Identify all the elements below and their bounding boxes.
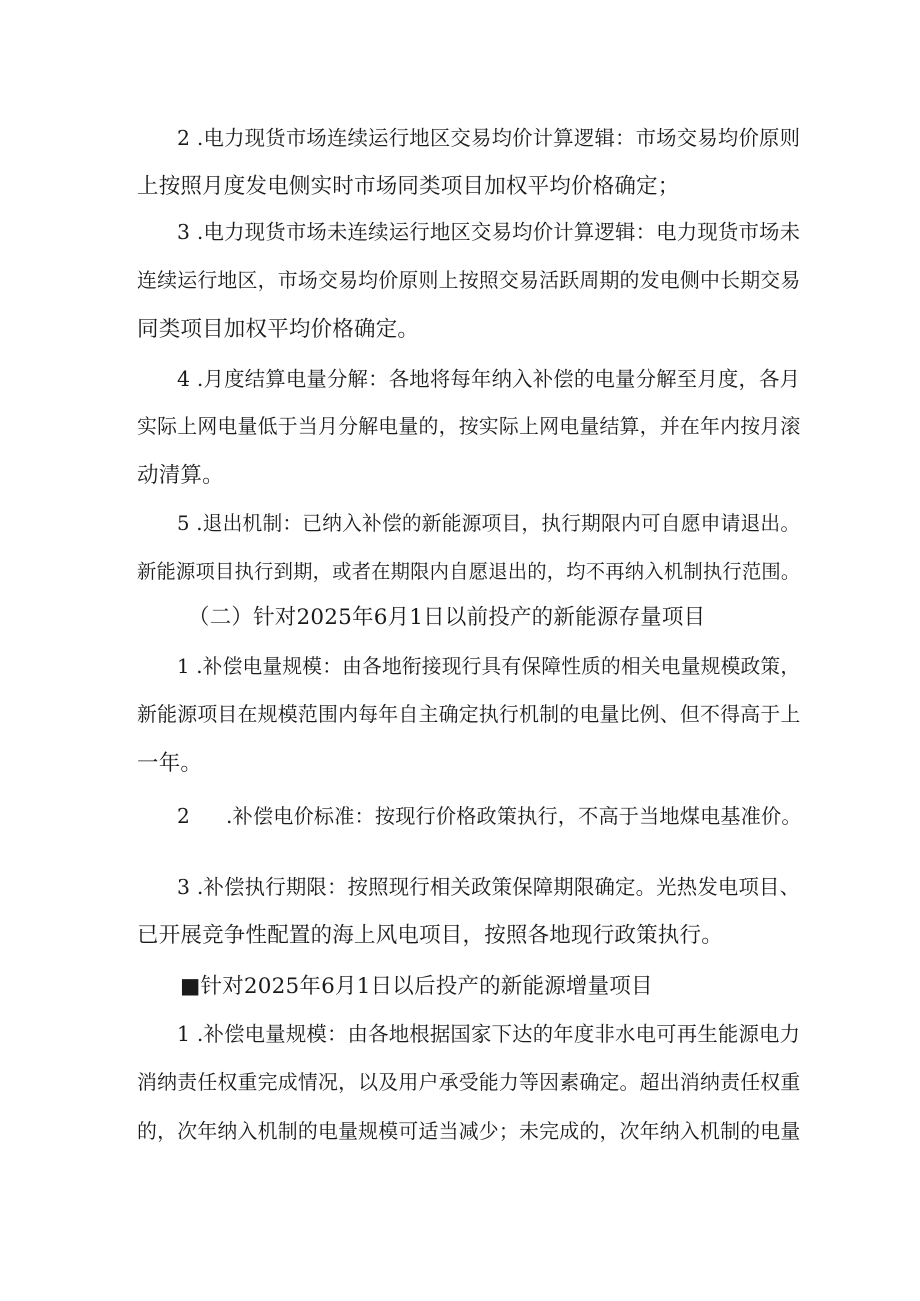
paragraph-line: 3 .补偿执行期限：按照现行相关政策保障期限确定。光热发电项目、: [177, 875, 801, 899]
paragraph-line: 实际上网电量低于当月分解电量的，按实际上网电量结算，并在年内按月滚: [137, 415, 801, 438]
paragraph-line: 一年。: [137, 751, 203, 776]
paragraph-line: 3 .电力现货市场未连续运行地区交易均价计算逻辑：电力现货市场未: [177, 220, 801, 244]
item-number: 2: [177, 804, 191, 828]
paragraph-line: 新能源项目在规模范围内每年自主确定执行机制的电量比例、但不得高于上: [137, 703, 801, 726]
paragraph-line: [177, 801, 802, 831]
paragraph-line: 的，次年纳入机制的电量规模可适当减少；未完成的，次年纳入机制的电量: [137, 1120, 801, 1143]
paragraph-line: 4 .月度结算电量分解：各地将每年纳入补偿的电量分解至月度，各月: [177, 367, 801, 391]
paragraph-line: 已开展竞争性配置的海上风电项目，按照各地现行政策执行。: [137, 923, 723, 948]
section-heading: （二）针对2025年6月1日以前投产的新能源存量项目: [188, 605, 706, 630]
paragraph-line: 1 .补偿电量规模：由各地衔接现行具有保障性质的相关电量规模政策，: [177, 655, 801, 678]
paragraph-line: 1 .补偿电量规模：由各地根据国家下达的年度非水电可再生能源电力: [177, 1022, 801, 1046]
item-text: .补偿电价标准：按现行价格政策执行，不高于当地煤电基准价。: [226, 804, 802, 828]
paragraph-line: 上按照月度发电侧实时市场同类项目加权平均价格确定；: [137, 174, 680, 199]
paragraph-line: 新能源项目执行到期，或者在期限内自愿退出的，均不再纳入机制执行范围。: [137, 560, 801, 583]
paragraph-line: 同类项目加权平均价格确定。: [137, 317, 420, 342]
paragraph-line: 2 .电力现货市场连续运行地区交易均价计算逻辑：市场交易均价原则: [177, 126, 801, 150]
paragraph-line: 消纳责任权重完成情况，以及用户承受能力等因素确定。超出消纳责任权重: [137, 1071, 801, 1094]
paragraph-line: 5 .退出机制：已纳入补偿的新能源项目，执行期限内可自愿申请退出。: [177, 512, 801, 535]
section-heading: ■针对2025年6月1日以后投产的新能源增量项目: [180, 974, 653, 999]
paragraph-line: 动清算。: [137, 463, 224, 488]
paragraph-line: 连续运行地区，市场交易均价原则上按照交易活跃周期的发电侧中长期交易: [137, 269, 801, 292]
